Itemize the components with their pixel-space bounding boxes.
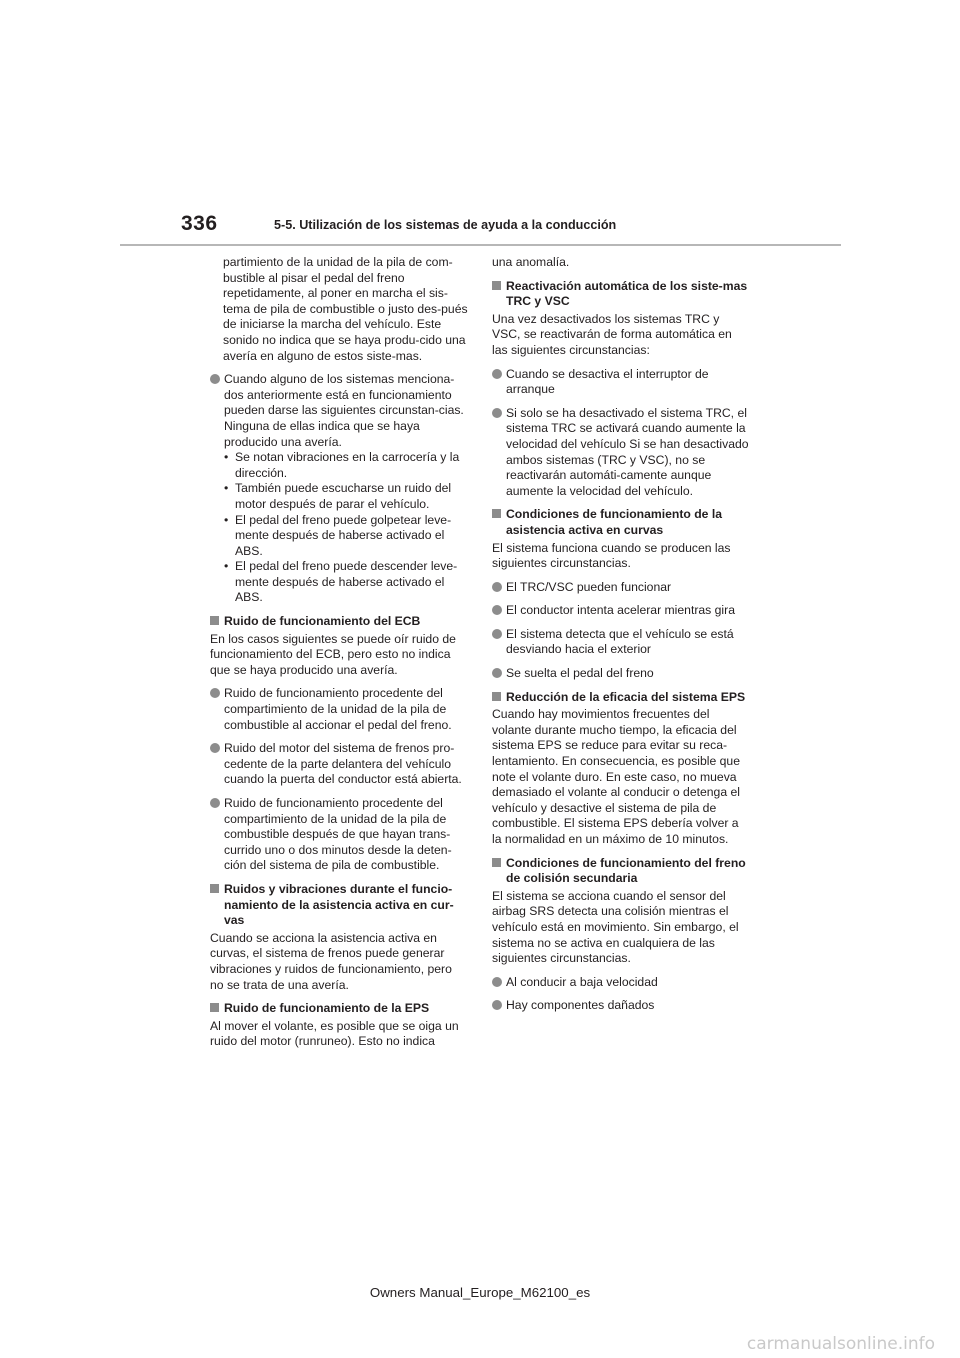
heading-curvas — [210, 882, 468, 929]
paragraph-eps: Al mover el volante, es posible que se oiga un ruido del motor (runruneo). Esto no indica — [210, 1018, 459, 1049]
heading-condiciones — [492, 507, 750, 538]
dash-item: • El pedal del freno puede golpetear leve-mente después de haberse activado el ABS. — [224, 513, 468, 560]
circle-bullet-icon — [210, 798, 220, 808]
heading-reduccion — [492, 690, 750, 706]
heading-colision — [492, 856, 750, 887]
circle-bullet-icon — [492, 668, 502, 678]
circle-bullet-icon — [492, 582, 502, 592]
bullet-text: Cuando se desactiva el interruptor de arranque — [506, 366, 709, 397]
circle-bullet-icon — [492, 605, 502, 615]
bullet-text: Si solo se ha desactivado el sistema TRC, el sistema TRC se activará cuando aumente la velocidad del vehículo Si se han desactivado ambos sistemas (TRC y VSC), no se reactivarán automáti-camente aunque aumente la velocidad del vehículo. — [506, 405, 749, 498]
bullet-text: El conductor intenta acelerar mientras gira — [506, 603, 735, 618]
bullet-text: Cuando alguno de los sistemas menciona-dos anteriormente está en funcionamiento pueden darse las siguientes circunstan-cias. Ninguna de ellas indica que se haya producido una avería. — [224, 372, 464, 449]
heading-text: Reactivación automática de los siste-mas TRC y VSC — [506, 278, 748, 309]
heading-text: Ruido de funcionamiento de la EPS — [224, 1001, 430, 1016]
paragraph-continuation: una anomalía. — [492, 255, 570, 269]
bullet-item — [492, 975, 750, 991]
paragraph-condiciones: El sistema funciona cuando se producen las siguientes circunstancias. — [492, 540, 731, 571]
square-bullet-icon — [210, 884, 219, 893]
dash-item: • También puede escucharse un ruido del motor después de parar el vehículo. — [224, 481, 468, 512]
bullet-item — [492, 603, 750, 619]
bullet-item — [492, 406, 750, 500]
paragraph-reactivacion: Una vez desactivados los sistemas TRC y VSC, se reactivarán de forma automática en las siguientes circunstancias: — [492, 311, 732, 357]
square-bullet-icon — [210, 616, 219, 625]
circle-bullet-icon — [492, 977, 502, 987]
paragraph-ecb: En los casos siguientes se puede oír ruido de funcionamiento del ECB, pero esto no indica que se haya producido una avería. — [210, 631, 456, 677]
bullet-text: El sistema detecta que el vehículo se está desviando hacia el exterior — [506, 626, 734, 657]
paragraph-reduccion: Cuando hay movimientos frecuentes del volante durante mucho tiempo, la eficacia del sistema EPS se reduce para evitar su reca-lentamiento. En consecuencia, es posible que note el volante duro. En este caso, no mueva demasiado el volante al conducir o detenga el vehículo y desactive el sistema de pila de combustible. El sistema EPS debería volver a la normalidad en un máximo de 10 minutos. — [492, 707, 740, 846]
circle-bullet-icon — [210, 688, 220, 698]
bullet-text: Ruido de funcionamiento procedente del compartimiento de la unidad de la pila de combustible al accionar el pedal del freno. — [224, 686, 452, 732]
right-column — [492, 255, 750, 1022]
dash-list — [224, 450, 468, 606]
heading-text: Ruido de funcionamiento del ECB — [224, 614, 421, 629]
heading-text: Reducción de la eficacia del sistema EPS — [506, 689, 746, 704]
bullet-item — [210, 372, 468, 450]
square-bullet-icon — [492, 858, 501, 867]
paragraph-curvas: Cuando se acciona la asistencia activa en curvas, el sistema de frenos puede generar vibraciones y ruidos de funcionamiento, pero no se trata de una avería. — [210, 930, 452, 992]
square-bullet-icon — [210, 1003, 219, 1012]
circle-bullet-icon — [492, 369, 502, 379]
square-bullet-icon — [492, 692, 501, 701]
heading-text: Ruidos y vibraciones durante el funcio-namiento de la asistencia activa en cur-vas — [224, 881, 454, 928]
heading-reactivacion — [492, 279, 750, 310]
square-bullet-icon — [492, 281, 501, 290]
bullet-item — [492, 367, 750, 398]
circle-bullet-icon — [210, 374, 220, 384]
heading-eps — [210, 1001, 468, 1017]
bullet-item — [492, 627, 750, 658]
bullet-item — [492, 666, 750, 682]
bullet-item — [210, 741, 468, 788]
footer-doc-name: Owners Manual_Europe_M62100_es — [369, 1285, 591, 1300]
heading-text: Condiciones de funcionamiento de la asistencia activa en curvas — [506, 507, 723, 537]
circle-bullet-icon — [492, 408, 502, 418]
paragraph-colision: El sistema se acciona cuando el sensor del airbag SRS detecta una colisión mientras el vehículo está en movimiento. Sin embargo, el sistema no se activa en cualquiera de las siguientes circunstancias. — [492, 888, 739, 966]
dash-item: • Se notan vibraciones en la carrocería y la dirección. — [224, 450, 468, 481]
circle-bullet-icon — [210, 743, 220, 753]
page-number: 336 — [181, 212, 218, 235]
header-divider — [120, 244, 841, 246]
dash-item: • El pedal del freno puede descender leve-mente después de haberse activado el ABS. — [224, 559, 468, 606]
bullet-text: Se suelta el pedal del freno — [506, 666, 654, 681]
bullet-text: Hay componentes dañados — [506, 998, 655, 1013]
bullet-item — [492, 580, 750, 596]
circle-bullet-icon — [492, 1000, 502, 1010]
bullet-item — [492, 998, 750, 1014]
bullet-text: El TRC/VSC pueden funcionar — [506, 579, 672, 594]
intro-continuation: partimiento de la unidad de la pila de com-bustible al pisar el pedal del freno repetidamente, al poner en marcha el sis-tema de pila de combustible o justo des-pués de iniciarse la marcha del vehículo. Este sonido no indica que se haya produ-cido una avería en alguno de estos siste-mas. — [223, 255, 468, 363]
bullet-text: Al conducir a baja velocidad — [506, 974, 658, 989]
bullet-item — [210, 796, 468, 874]
bullet-text: Ruido del motor del sistema de frenos pro-cedente de la parte delantera del vehículo cuando la puerta del conductor está abierta. — [224, 741, 462, 787]
heading-ecb — [210, 614, 468, 630]
circle-bullet-icon — [492, 629, 502, 639]
bullet-text: Ruido de funcionamiento procedente del compartimiento de la unidad de la pila de combustible después de que hayan trans-currido uno o dos minutos desde la deten-ción del sistema de pila de combustible. — [224, 796, 452, 873]
left-column — [210, 255, 468, 1058]
section-title: 5-5. Utilización de los sistemas de ayuda a la conducción — [274, 218, 617, 232]
square-bullet-icon — [492, 509, 501, 518]
heading-text: Condiciones de funcionamiento del freno de colisión secundaria — [506, 855, 746, 886]
watermark: carmanualsonline.info — [746, 1334, 935, 1354]
bullet-item — [210, 686, 468, 733]
